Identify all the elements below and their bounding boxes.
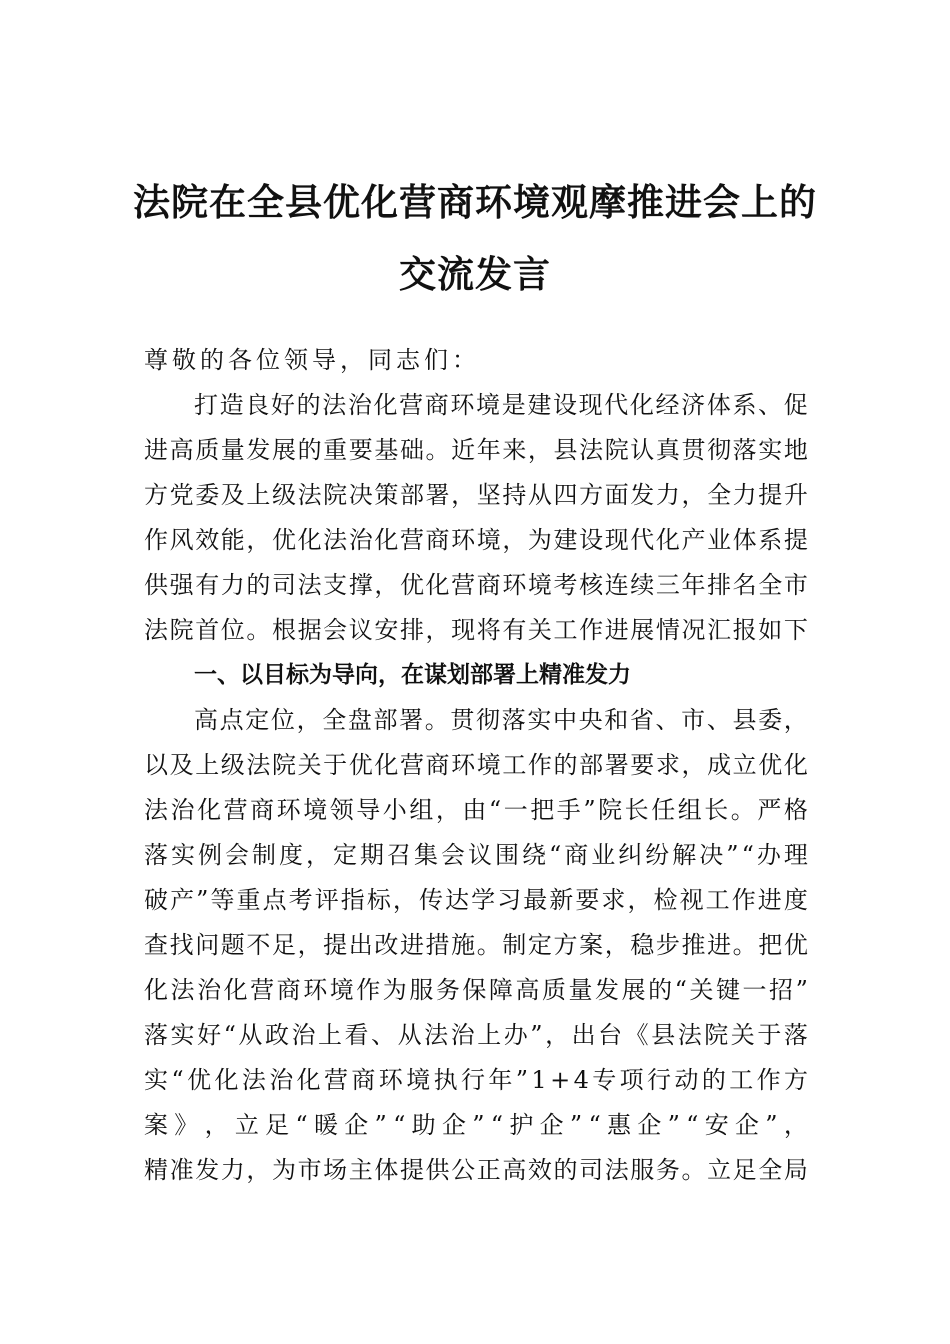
text-line: 作 风 效 能 ， 优 化 法 治 化 营 商 环 境 ， 为 建 设 现 代 化 产 业 体 系 提	[144, 526, 808, 554]
document-body	[144, 343, 808, 1198]
text-line: 实 “ 优 化 法 治 化 营 商 环 境 执 行 年 ” 1 + 4 专 项 行 动 的 工 作 方	[144, 1066, 808, 1094]
text-line: 尊敬的各位领导，同志们：	[144, 346, 480, 374]
text-line: 落 实 例 会 制 度 ， 定 期 召 集 会 议 围 绕 “ 商 业 纠 纷 解 决 ” “ 办 理	[144, 841, 808, 869]
text-line: 高 点 定 位 ， 全 盘 部 署 。 贯 彻 落 实 中 央 和 省 、 市 、 县 委 ，	[194, 706, 808, 734]
document-title-line-2: 交流发言	[399, 252, 551, 296]
text-line: 破 产 ” 等 重 点 考 评 指 标 ， 传 达 学 习 最 新 要 求 ， 检 视 工 作 进 度	[144, 886, 808, 914]
text-line: 方 党 委 及 上 级 法 院 决 策 部 署 ， 坚 持 从 四 方 面 发 力 ， 全 力 提 升	[144, 481, 808, 509]
text-line: 查 找 问 题 不 足 ， 提 出 改 进 措 施 。 制 定 方 案 ， 稳 步 推 进 。 把 优	[144, 931, 808, 959]
text-line: 落 实 好 “ 从 政 治 上 看 、 从 法 治 上 办 ” ， 出 台 《 县 法 院 关 于 落	[144, 1021, 808, 1049]
section-heading: 一、以目标为导向，在谋划部署上精准发力	[194, 662, 631, 688]
text-line: 精 准 发 力 ， 为 市 场 主 体 提 供 公 正 高 效 的 司 法 服 务 。 立 足 全 局	[144, 1156, 808, 1184]
text-line: 法 治 化 营 商 环 境 领 导 小 组 ， 由 “ 一 把 手 ” 院 长 任 组 长 。 严 格	[144, 796, 808, 824]
text-line: 法 院 首 位 。 根 据 会 议 安 排 ， 现 将 有 关 工 作 进 展 情 况 汇 报 如 下	[144, 616, 808, 644]
text-line: 化 法 治 化 营 商 环 境 作 为 服 务 保 障 高 质 量 发 展 的 “ 关 键 一 招 ”	[144, 976, 808, 1004]
text-line: 供 强 有 力 的 司 法 支 撑 ， 优 化 营 商 环 境 考 核 连 续 三 年 排 名 全 市	[144, 571, 808, 599]
text-line: 以 及 上 级 法 院 关 于 优 化 营 商 环 境 工 作 的 部 署 要 求 ， 成 立 优 化	[144, 751, 808, 779]
text-line: 进 高 质 量 发 展 的 重 要 基 础 。 近 年 来 ， 县 法 院 认 真 贯 彻 落 实 地	[144, 436, 808, 464]
document-title-line-1: 法院在全县优化营商环境观摩推进会上的	[133, 180, 817, 224]
text-line: 打 造 良 好 的 法 治 化 营 商 环 境 是 建 设 现 代 化 经 济 体 系 、 促	[194, 391, 808, 419]
text-line: 案 》 ， 立 足 “ 暖 企 ” “ 助 企 ” “ 护 企 ” “ 惠 企 ” “ 安 企 ” ，	[144, 1111, 808, 1139]
